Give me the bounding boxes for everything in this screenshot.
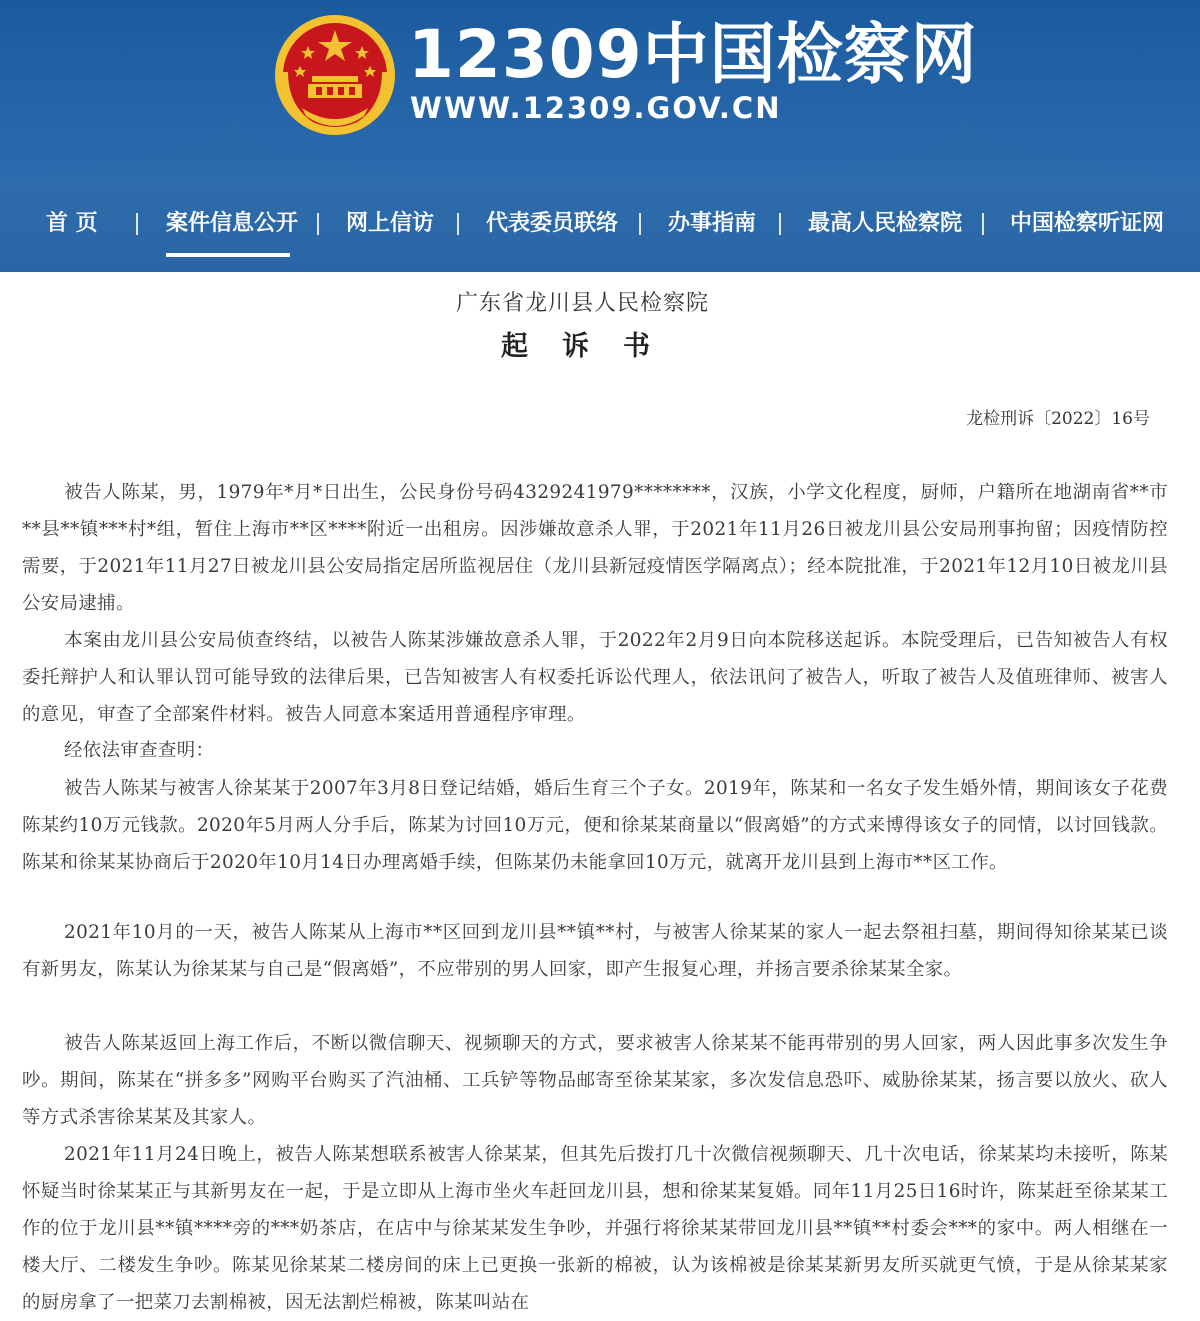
nav-separator [317,213,319,235]
nav-item-deputy-liaison[interactable]: 代表委员联络 [486,211,619,236]
site-url[interactable]: WWW.12309.GOV.CN [410,91,782,125]
main-navigation [0,205,1200,245]
site-title[interactable]: 12309中国检察网 [408,16,978,93]
national-emblem-icon[interactable] [272,12,398,138]
paragraph-threats: 被告人陈某返回上海工作后，不断以微信聊天、视频聊天的方式，要求被害人徐某某不能再带别的男人回家，两人因此事多次发生争吵。期间，陈某在“拼多多”网购平台购买了汽油桶、工兵铲等物品邮寄至徐某某家，多次发信息恐吓、威胁徐某某，扬言要以放火、砍人等方式杀害徐某某及其家人。 [22,1033,1168,1128]
paragraph-case-transfer: 本案由龙川县公安局侦查终结，以被告人陈某涉嫌故意杀人罪，于2022年2月9日向本院移送起诉。本院受理后，已告知被告人有权委托辩护人和认罪认罚可能导致的法律后果，已告知被害人有权委托诉讼代理人，依法讯问了被告人，听取了被告人及值班律师、被害人的意见，审查了全部案件材料。被告人同意本案适用普通程序审理。 [22,630,1168,725]
nav-separator [136,213,138,235]
paragraph-findings-intro: 经依法审查查明： [64,740,215,761]
paragraph-background: 被告人陈某与被害人徐某某于2007年3月8日登记结婚，婚后生育三个子女。2019年，陈某和一名女子发生婚外情，期间该女子花费陈某约10万元钱款。2020年5月两人分手后，陈某为讨回10万元，便和徐某某商量以“假离婚”的方式来博得该女子的同情，以讨回钱款。陈某和徐某某协商后于2020年10月14日办理离婚手续，但陈某仍未能拿回10万元，就离开龙川县到上海市**区工作。 [22,778,1168,873]
paragraph-defendant-info: 被告人陈某，男，1979年*月*日出生，公民身份号码4329241979********，汉族，小学文化程度，厨师，户籍所在地湖南省**市**县**镇***村*组，暂住上海市**区****附近一出租房。因涉嫌故意杀人罪，于2021年11月26日被龙川县公安局刑事拘留；因疫情防控需要，于2021年11月27日被龙川县公安局指定居所监视居住（龙川县新冠疫情医学隔离点）；经本院批准，于2021年12月10日被龙川县公安局逮捕。 [22,482,1168,614]
nav-separator [639,213,641,235]
nav-item-hearing-net[interactable]: 中国检察听证网 [1010,211,1165,236]
nav-item-petition[interactable]: 网上信访 [346,211,435,236]
nav-item-supreme-procuratorate[interactable]: 最高人民检察院 [808,211,963,236]
site-header [0,0,1200,272]
document-title: 起诉书 [501,331,684,362]
nav-separator [779,213,781,235]
nav-item-home[interactable]: 首 页 [46,211,98,236]
nav-item-case-info[interactable]: 案件信息公开 [166,211,299,236]
paragraph-november-event: 2021年11月24日晚上，被告人陈某想联系被害人徐某某，但其先后拨打几十次微信视频聊天、几十次电话，徐某某均未接听，陈某怀疑当时徐某某正与其新男友在一起，于是立即从上海市坐火车赶回龙川县，想和徐某某复婚。同年11月25日16时许，陈某赶至徐某某工作的位于龙川县**镇****旁的***奶茶店，在店中与徐某某发生争吵，并强行将徐某某带回龙川县**镇**村委会***的家中。两人相继在一楼大厅、二楼发生争吵。陈某见徐某某二楼房间的床上已更换一张新的棉被，认为该棉被是徐某某新男友所买就更气愤，于是从徐某某家的厨房拿了一把菜刀去割棉被，因无法割烂棉被，陈某叫站在 [22,1144,1168,1313]
procuratorate-name: 广东省龙川县人民检察院 [455,291,709,316]
nav-separator [457,213,459,235]
document-number: 龙检刑诉〔2022〕16号 [966,409,1150,429]
paragraph-october-event: 2021年10月的一天，被告人陈某从上海市**区回到龙川县**镇**村，与被害人徐某某的家人一起去祭祖扫墓，期间得知徐某某已谈有新男友，陈某认为徐某某与自己是“假离婚”，不应带别的男人回家，即产生报复心理，并扬言要杀徐某某全家。 [22,922,1168,980]
nav-item-guide[interactable]: 办事指南 [668,211,757,236]
active-nav-indicator [166,253,290,257]
nav-separator [982,213,984,235]
